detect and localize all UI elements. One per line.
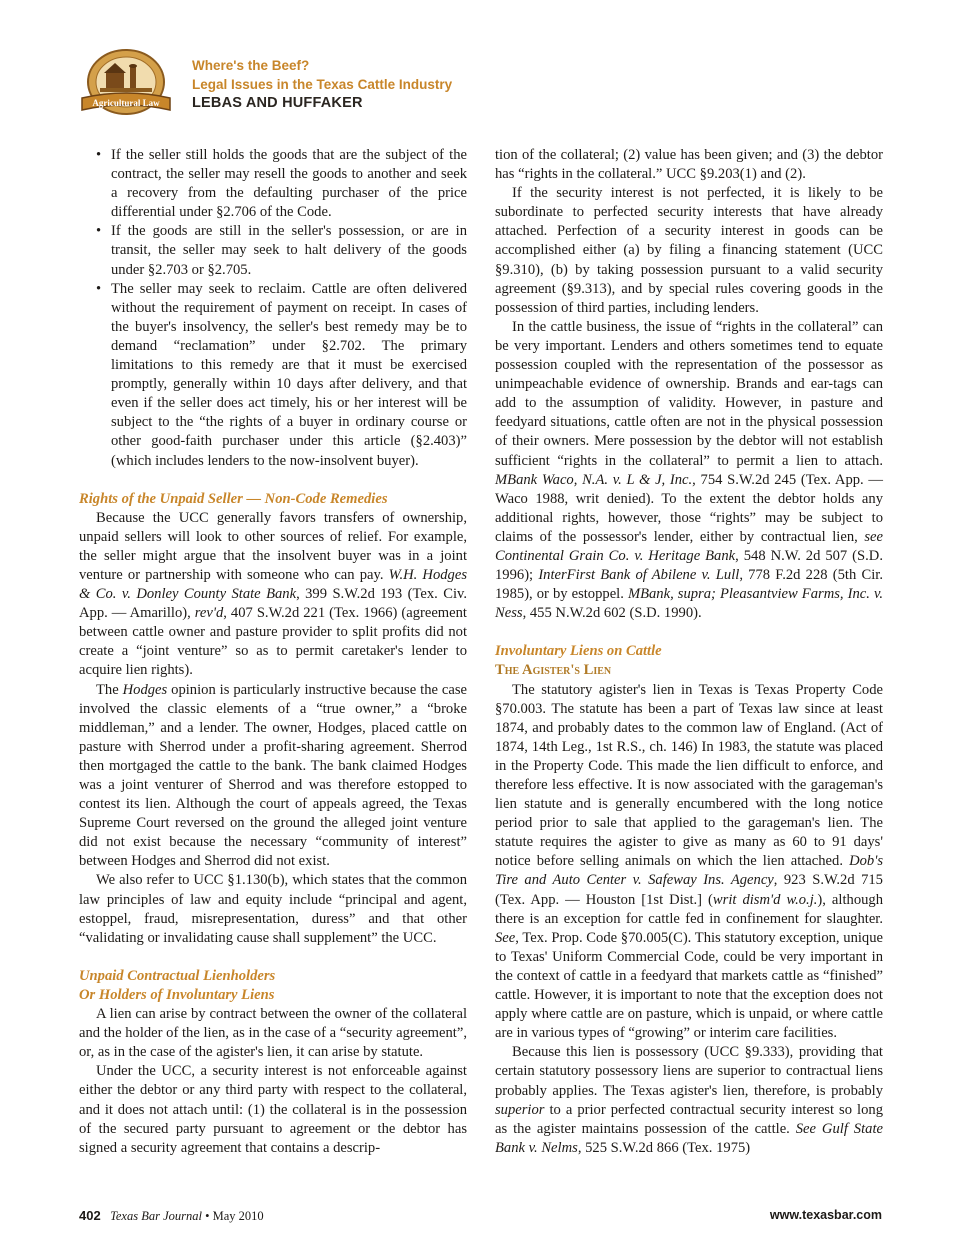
paragraph: We also refer to UCC §1.130(b), which states that the common law principles of law and equity include “principal and agent, estoppel, fraud, misrepresentation, duress” and that other “validating or invalidating cause shall supplement” the UCC. — [79, 872, 467, 946]
paragraph: The Hodges opinion is particularly instructive because the case involved the classic elements of a “true owner,” a “broke middleman,” and a lender. The owner, Hodges, placed cattle on pasture with Sherrod under a profit-sharing agreement. Sherrod then mortgaged the cattle to the bank. The bank claimed Hodges was a joint venturer of Sherrod and was therefore estopped to contest its lien. Although the court of appeals agreed, the Texas Supreme Court reversed on the ground the alleged joint venture did not exist because the necessary “community of interest” between Hodges and Sherrod did not exist. — [79, 681, 468, 870]
page-number: 402 — [79, 1208, 101, 1223]
right-column — [495, 146, 883, 1158]
footer-separator: • — [205, 1209, 210, 1223]
case-citation: MBank, supra; Pleasantview Farms, Inc. v. Ness — [495, 586, 883, 622]
paragraph: The statutory agister's lien in Texas is Texas Property Code §70.003. The statute has been a part of Texas law since at least 1874, and probably dates to the common law of England. (Act of 1874, 14th Leg., 1st R.S., ch. 146) In 1983, the statute was placed in the Property Code. This made the lien difficult to enforce, and therefore less effective. It is now associated with the garageman's lien statute and is generally encumbered with the long notice period prior to sale that applied to the garageman's lien. The statute requires the agister to give as many as 60 to 91 days' notice before selling animals on which the lien attached. Dob's Tire and Auto Center v. Safeway Ins. Agency, 923 S.W.2d 715 (Tex. App. — Houston [1st Dist.] (writ dism'd w.o.j.), although there is an exception for cattle fed in confinement for slaughter. See, Tex. Prop. Code §70.005(C). This statutory exception, unique to Texas' Uniform Commercial Code, could be very important in the context of cattle in a feedyard that markets cattle as “finished” cattle. However, it is important to note that the exception does not apply where cattle are on pasture, which is unpaid, or where cattle are in various types of “growing” or interim care facilities. — [495, 681, 884, 1042]
paragraph: A lien can arise by contract between the owner of the collateral and the holder of the lien, as in the case of a “security agreement”, or, as in the case of the agister's lien, it can arise by statute. — [79, 1006, 467, 1061]
kicker-subtitle: Legal Issues in the Texas Cattle Industry — [192, 77, 453, 92]
subsection-heading-agisters-lien: The Agister's Lien — [495, 662, 612, 679]
paragraph: If the security interest is not perfected, it is likely to be subordinate to perfected security interests that have already attached. Perfection of a security interest in goods can be accomplished either (a) by filing a financing statement (UCC §9.310), (b) by taking possession pursuant to a valid security agreement (§9.313), and by special rules covering goods in the possession of third parties, including lenders. — [495, 185, 883, 316]
kicker-title: Where's the Beef? — [192, 58, 310, 73]
section-heading-involuntary-liens: Involuntary Liens on Cattle — [495, 643, 662, 660]
badge-label: Agricultural Law — [92, 98, 160, 108]
website-link[interactable]: www.texasbar.com — [769, 1208, 882, 1222]
list-item: • The seller may seek to reclaim. Cattle are often delivered without the requirement of payment on receipt. In cases of the buyer's insolvency, the seller's best remedy may be to demand “reclamation” under §2.702. The primary limitations to this remedy are that it must be exercised promptly, generally within 10 days after delivery, and that even if the seller does act timely, his or her interest will be subject to the “the rights of a buyer in ordinary course or other good-faith purchaser under this article (§2.403)” (which includes lenders to the now-insolvent buyer). — [79, 280, 467, 471]
case-citation: rev'd — [194, 605, 224, 622]
case-citation: see Continental Grain Co. v. Heritage Bank — [495, 528, 883, 564]
list-item: • If the goods are still in the seller's possession, or are in transit, the seller may seek to halt delivery of the goods under §2.703 or §2.705. — [79, 222, 467, 279]
paragraph: tion of the collateral; (2) value has been given; and (3) the debtor has “rights in the collateral.” UCC §9.203(1) and (2). — [495, 147, 883, 183]
case-citation: See — [495, 929, 516, 946]
case-citation: superior — [495, 1101, 545, 1118]
page-footer — [79, 1208, 882, 1226]
journal-name: Texas Bar Journal — [110, 1209, 202, 1223]
issue-date: May 2010 — [212, 1209, 264, 1223]
paragraph: In the cattle business, the issue of “rights in the collateral” can be very important. Lenders and others sometimes tend to equate possession coupled with the representation of the possessor as unimpeachable evidence of ownership. Brands and ear-tags can add to the assumption of validity. However, in pasture and feedyard situations, cattle often are not in the physical possession of their owners. Mere possession by the debtor will not establish sufficient “rights in the collateral” to permit a lien to attach. MBank Waco, N.A. v. L & J, Inc., 754 S.W.2d 245 (Tex. App. — Waco 1988, writ denied). To the extent the debtor holds any additional rights, however, those “rights” may be subject to claims of the possessor's lender, either by contractual lien, see Continental Grain Co. v. Heritage Bank, 548 N.W. 2d 507 (S.D. 1996); InterFirst Bank of Abilene v. Lull, 778 F.2d 228 (5th Cir. 1985), or by estoppel. MBank, supra; Pleasantview Farms, Inc. v. Ness, 455 N.W.2d 602 (S.D. 1990). — [495, 318, 883, 622]
kicker-authors: LEBAS AND HUFFAKER — [192, 95, 363, 111]
case-citation: MBank Waco, N.A. v. L & J, Inc. — [495, 471, 693, 488]
paragraph: Because the UCC generally favors transfers of ownership, unpaid sellers will look to other sources of relief. For example, the seller might argue that the insolvent buyer was in a joint venture or partnership with someone who can pay. W.H. Hodges & Co. v. Donley County State Bank, 399 S.W.2d 193 (Tex. Civ. App. — Amarillo), rev'd, 407 S.W.2d 221 (Tex. 1966) (agreement between cattle owner and pasture provider to split profits did not create a “joint venture” so as to permit caretaker's lender to acquire lien rights). — [79, 509, 467, 679]
section-heading-non-code-remedies: Rights of the Unpaid Seller — Non-Code Remedies — [79, 490, 388, 507]
list-item: • If the seller still holds the goods that are the subject of the contract, the seller may resell the goods to another and seek a recovery from the defaulting purchaser of the price differential under §2.706 of the Code. — [79, 146, 467, 222]
paragraph: Under the UCC, a security interest is not enforceable against either the debtor or any third party with respect to the collateral, and it does not attach until: (1) the collateral is in the possession of the secured party pursuant to agreement or the debtor has signed a security agreement that contains a descrip- — [79, 1063, 467, 1156]
agricultural-law-badge-icon — [76, 48, 176, 120]
case-citation: Hodges — [122, 681, 168, 698]
case-citation: W.H. Hodges & Co. v. Donley County State Bank — [79, 566, 467, 603]
paragraph: Because this lien is possessory (UCC §9.333), providing that certain statutory possessory liens are superior to contractual liens probably applies. The Texas agister's lien, therefore, is probably superior to a prior perfected contractual security interest so long as the agister maintains possession of the cattle. See Gulf State Bank v. Nelms, 525 S.W.2d 866 (Tex. 1975) — [495, 1044, 883, 1156]
case-citation: Dob's Tire and Auto Center v. Safeway Ins. Agency — [495, 853, 883, 889]
section-heading-contractual-lienholders: Unpaid Contractual Lienholders Or Holders of Involuntary Liens — [79, 967, 276, 1003]
left-column — [79, 146, 467, 1158]
article-kicker — [192, 56, 452, 113]
seller-remedies-list — [79, 146, 467, 471]
case-citation: writ dism'd w.o.j. — [712, 891, 818, 908]
case-citation: InterFirst Bank of Abilene v. Lull — [538, 567, 740, 584]
case-citation: See Gulf State Bank v. Nelms — [495, 1120, 883, 1156]
